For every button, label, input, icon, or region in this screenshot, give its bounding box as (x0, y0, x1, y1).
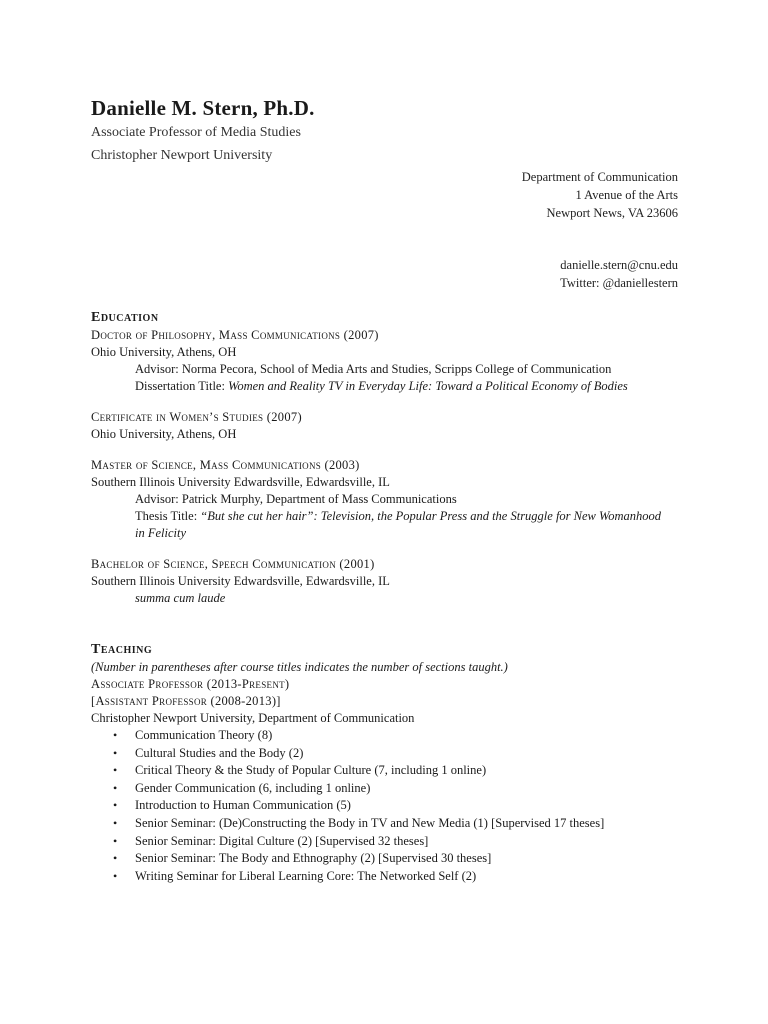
bullet-icon: • (113, 833, 118, 848)
cv-institution: Christopher Newport University (91, 148, 273, 163)
phd-dissertation (91, 378, 691, 395)
list-item (91, 727, 691, 745)
teaching-heading: Teaching (91, 642, 153, 657)
email-text: danielle.stern@cnu.edu (560, 258, 678, 272)
education-section (91, 309, 691, 607)
thesis-title-continued: in Felicity (135, 526, 187, 540)
ms-advisor: Advisor: Patrick Murphy, Department of Mass Communications (135, 492, 457, 506)
list-item (91, 868, 691, 886)
dissertation-title: Women and Reality TV in Everyday Life: Toward a Political Economy of Bodies (228, 379, 628, 393)
course-title: Cultural Studies and the Body (2) (135, 745, 304, 760)
address-line-3: Newport News, VA 23606 (546, 206, 678, 220)
course-title: Senior Seminar: (De)Constructing the Body in TV and New Media (1) [Supervised 17 theses] (135, 815, 605, 830)
cert-degree: Certificate in Women’s Studies (2007) (91, 410, 302, 424)
phd-advisor: Advisor: Norma Pecora, School of Media Arts and Studies, Scripps College of Communication (135, 362, 612, 376)
bullet-icon: • (113, 851, 118, 866)
teaching-rank-current: Associate Professor (2013-Present) (91, 677, 290, 691)
list-item (91, 815, 691, 833)
education-heading: Education (91, 310, 159, 325)
mailing-address (522, 168, 678, 222)
teaching-department: Christopher Newport University, Department of Communication (91, 711, 415, 725)
course-title: Introduction to Human Communication (5) (135, 798, 351, 813)
phd-degree: Doctor of Philosophy, Mass Communications (2007) (91, 328, 379, 342)
bullet-icon: • (113, 868, 118, 883)
course-list (91, 727, 691, 885)
list-item (91, 745, 691, 763)
cert-school: Ohio University, Athens, OH (91, 427, 237, 441)
list-item (91, 833, 691, 851)
contact-info (560, 256, 678, 292)
course-title: Senior Seminar: Digital Culture (2) [Supervised 32 theses] (135, 833, 429, 848)
list-item (91, 850, 691, 868)
course-title: Writing Seminar for Liberal Learning Core: The Networked Self (2) (135, 868, 477, 883)
list-item (91, 797, 691, 815)
address-line-1: Department of Communication (521, 170, 678, 184)
teaching-note: (Number in parentheses after course titles indicates the number of sections taught.) (91, 660, 508, 674)
dissertation-label: Dissertation Title: (135, 379, 229, 393)
address-line-2: 1 Avenue of the Arts (575, 188, 678, 202)
thesis-title: “But she cut her hair”: Television, the Popular Press and the Struggle for New Womanhood (200, 509, 662, 523)
ms-school: Southern Illinois University Edwardsville, Edwardsville, IL (91, 475, 390, 489)
teaching-rank-previous: [Assistant Professor (2008-2013)] (91, 694, 281, 708)
bs-degree: Bachelor of Science, Speech Communication (2001) (91, 557, 375, 571)
cv-name: Danielle M. Stern, Ph.D. (91, 96, 315, 120)
bullet-icon: • (113, 728, 118, 742)
teaching-section (91, 641, 691, 885)
ms-degree: Master of Science, Mass Communications (2003) (91, 458, 360, 472)
bullet-icon: • (113, 798, 118, 813)
list-item (91, 762, 691, 780)
twitter-handle: Twitter: @daniellestern (560, 276, 678, 290)
course-title: Senior Seminar: The Body and Ethnography (2) [Supervised 30 theses] (135, 851, 492, 866)
course-title: Communication Theory (8) (135, 728, 273, 742)
course-title: Gender Communication (6, including 1 online) (135, 780, 371, 795)
bullet-icon: • (113, 780, 118, 795)
bullet-icon: • (113, 815, 118, 830)
education-certificate (91, 409, 691, 443)
list-item (91, 780, 691, 798)
ms-thesis (91, 508, 691, 525)
bs-school: Southern Illinois University Edwardsville, Edwardsville, IL (91, 574, 390, 588)
course-title: Critical Theory & the Study of Popular Culture (7, including 1 online) (135, 763, 487, 778)
bs-honor: summa cum laude (135, 591, 226, 605)
education-ms (91, 457, 691, 542)
bullet-icon: • (113, 745, 118, 760)
cv-job-title: Associate Professor of Media Studies (91, 125, 301, 140)
education-phd (91, 327, 691, 395)
education-bs (91, 556, 691, 607)
bullet-icon: • (113, 763, 118, 778)
phd-school: Ohio University, Athens, OH (91, 345, 237, 359)
thesis-label: Thesis Title: (135, 509, 201, 523)
